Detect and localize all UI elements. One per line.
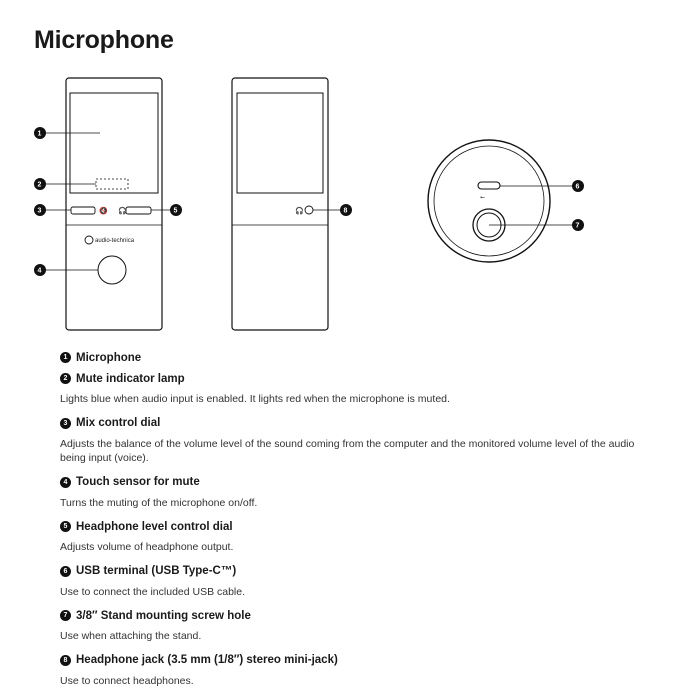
callout-5 — [170, 204, 182, 216]
microphone-side-view — [232, 78, 328, 330]
callout-leader-lines — [44, 133, 573, 270]
feature-item-microphone — [60, 347, 660, 368]
feature-title: Microphone — [76, 351, 142, 364]
feature-title: Mix control dial — [76, 417, 161, 429]
microphone-side-view-headphone-glyph: 🎧 — [295, 207, 304, 215]
feature-title: Headphone level control dial — [76, 520, 233, 533]
callout-1 — [34, 127, 46, 139]
feature-description: Adjusts the balance of the volume level of the sound coming from the computer and the monitored volume level of the audio being input (voice). — [60, 437, 635, 464]
feature-title: Mute indicator lamp — [76, 372, 185, 385]
feature-title: 3/8″ Stand mounting screw hole — [76, 609, 251, 622]
feature-description: Use to connect the included USB cable. — [60, 585, 246, 598]
number-badge: 3 — [60, 418, 71, 429]
number-badge: 6 — [60, 566, 71, 577]
callout-4 — [34, 264, 46, 276]
callout-3 — [34, 204, 46, 216]
feature-description: Turns the muting of the microphone on/off. — [60, 496, 258, 509]
feature-title: Headphone jack (3.5 mm (1/8″) stereo mini-jack) — [76, 654, 338, 666]
svg-text:5: 5 — [173, 207, 178, 215]
number-badge: 7 — [60, 610, 71, 621]
number-badge: 4 — [60, 477, 71, 488]
svg-text:1: 1 — [37, 130, 42, 138]
microphone-bottom-view — [428, 140, 550, 262]
brand-logo: audio-technica — [95, 238, 135, 244]
feature-title: USB terminal (USB Type-C™) — [76, 565, 237, 577]
callout-6 — [572, 180, 584, 192]
microphone-diagram — [0, 0, 700, 345]
page-title: Microphone — [34, 26, 174, 54]
svg-text:7: 7 — [575, 222, 580, 230]
number-badge: 2 — [60, 373, 71, 384]
feature-item-touch-sensor — [60, 472, 660, 511]
number-badge: 5 — [60, 521, 71, 532]
svg-text:2: 2 — [37, 181, 42, 189]
callout-7 — [572, 219, 584, 231]
number-badge: 1 — [60, 352, 71, 363]
usb-icon: ⭠ — [480, 194, 485, 201]
feature-item-headphone-jack — [60, 650, 660, 689]
number-badge: 8 — [60, 655, 71, 666]
feature-description: Lights blue when audio input is enabled. It lights red when the microphone is muted. — [60, 393, 450, 405]
feature-list — [60, 347, 660, 694]
callout-2 — [34, 178, 46, 190]
microphone-front-view-headphone-glyph: 🎧 — [118, 207, 127, 215]
feature-item-headphone-level-dial — [60, 516, 660, 555]
microphone-front-view-mute-glyph: 🔇 — [99, 207, 108, 215]
callout-8 — [340, 204, 352, 216]
feature-description: Use to connect headphones. — [60, 674, 194, 687]
svg-text:8: 8 — [343, 207, 348, 215]
microphone-front-view — [66, 78, 162, 330]
svg-text:3: 3 — [37, 207, 42, 215]
svg-text:6: 6 — [575, 183, 580, 191]
feature-item-mute-indicator-lamp — [60, 368, 660, 407]
feature-title: Touch sensor for mute — [76, 476, 200, 488]
feature-description: Adjusts volume of headphone output. — [60, 541, 234, 553]
feature-item-mix-control-dial — [60, 413, 660, 466]
feature-item-stand-screw-hole — [60, 605, 660, 644]
feature-item-usb-terminal — [60, 561, 660, 600]
svg-text:4: 4 — [37, 267, 42, 275]
feature-description: Use when attaching the stand. — [60, 630, 202, 642]
